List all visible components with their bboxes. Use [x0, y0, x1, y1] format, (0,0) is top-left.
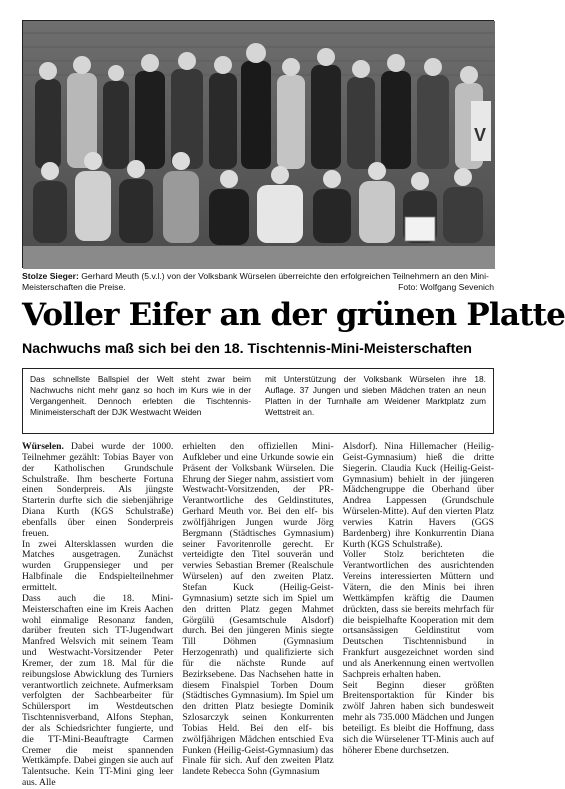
article-paragraph: Seit Beginn dieser größten Breitensportaktion für Kinder bis zwölf Jahren haben sich bundesweit mehr als 735.000 Mädchen und Jungen beteiligt. Es bleibt die Hoffnung, dass sich die Würselener TT-Minis auch auf höherer Ebene durchsetzen. — [342, 679, 494, 756]
teaser-right: mit Unterstützung der Volksbank Würselen ihre 18. Auflage. 37 Jungen und sieben Mädchen traten an neun Platten in der Turnhalle am Weidener Marktplatz zum Wettstreit an. — [265, 374, 486, 418]
article-column-3 — [343, 442, 494, 772]
teaser-left: Das schnellste Ballspiel der Welt steht zwar beim Nachwuchs nicht mehr ganz so hoch im Kurs wie in der Vergangenheit. Dennoch erlebten die Tischtennis-Minimeisterschaft der DJK Westwacht Weiden — [30, 374, 251, 418]
headline: Voller Eifer an der grünen Platte — [22, 297, 565, 333]
article-body — [22, 441, 494, 789]
article-column-2 — [182, 441, 334, 778]
article-paragraph: In zwei Altersklassen wurden die Matches ausgetragen. Zunächst wurden Gruppensieger und per Halbfinale die Endspielteilnehmer ermittelt. — [22, 538, 174, 593]
board-letter: V — [474, 125, 487, 145]
dateline: Würselen. — [22, 441, 64, 452]
article-paragraph: Dass auch die 18. Mini-Meisterschaften eine im Kreis Aachen wohl einmalige Resonanz fanden, darüber freuten sich TT-Jugendwart Manfred Welsvich mit seinem Team und Westwacht-Vorsitzender Peter Kremer, der zum 18. Mal für die reibungslose Abwicklung des Turniers verantwortlich zeichnete. Aufmerksam verfolgten der Sachbearbeiter für Schülersport im Westdeutschen Tischtennisverband, Alfons Stephan, der als Schiedsrichter fungierte, und die TT-Mini-Beauftragte Carmen Cremer die meist spannenden Wettkämpfe. Dabei gingen sie auch auf Talentsuche. Kein TT-Mini ging leer aus. Alle — [22, 592, 174, 789]
group-photo — [22, 20, 494, 268]
photo-credit: Foto: Wolfgang Sevenich — [398, 282, 494, 292]
article-paragraph: Voller Stolz berichteten die Verantwortlichen des ausrichtenden Vereins interessierten Müttern und Vätern, die den Minis bei ihren Wettkämpfen kräftig die Daumen drückten, dass sie bereits mehrfach für die beispielhafte Kooperation mit dem ortsansässigen Geldinstitut vom Deutschen Tischtennisbund in Frankfurt ausgezeichnet worden sind und als Anerkennung einen wertvollen Sachpreis erhalten haben. — [342, 549, 494, 680]
paragraph-text: Dabei wurde der 1000. Teilnehmer gezählt: Tobias Bayer von der Katholischen Grundschule Schulstraße. Ihm bescherte Fortuna einen Sonderpreis. Als jüngste Starterin durfte sich die siebenjährige Diana Kurth (KGS Schulstraße) ebenfalls über einen Sonderpreis freuen. — [22, 441, 174, 539]
article-column-1 — [22, 441, 174, 789]
article-paragraph: Alsdorf). Nina Hillemacher (Heilig-Geist-Gymnasium) hieß die dritte Siegerin. Claudia Kuck (Heilig-Geist-Gymnasium) behielt in der jüngeren Mädchengruppe die Oberhand über Andrea Lappessen (Grundschule Würselen-Mitte). Auf den vierten Platz verwies Katrin Havers (GGS Bardenberg) ihre Konkurrentin Diana Kurth (KGS Schulstraße). — [342, 441, 494, 550]
photo-caption — [22, 271, 494, 293]
teaser-box — [22, 368, 494, 434]
article-paragraph — [22, 442, 173, 540]
subheadline: Nachwuchs maß sich bei den 18. Tischtennis-Mini-Meisterschaften — [22, 341, 472, 357]
caption-lead: Stolze Sieger: — [22, 271, 79, 281]
group-photo-image — [23, 21, 495, 269]
caption-text: Gerhard Meuth (5.v.l.) von der Volksbank Würselen überreichte den erfolgreichen Teilnehmern an den Mini-Meisterschaften die Preise. — [22, 271, 489, 292]
article-paragraph: erhielten den offiziellen Mini-Aufkleber und eine Urkunde sowie ein Präsent der Volksbank Würselen. Die Ehrung der Sieger nahm, assistiert vom Westwacht-Vorsitzenden, der PR-Verantwortliche des Geldinstitutes, Gerhard Meuth vor. Bei den elf- bis zwölfjährigen Jungen wurde Jörg Bergmann (Städtisches Gymnasium) seiner Favoritenrolle gerecht. Er verteidigte den Titel souverän und verwies Sebastian Bremer (Realschule Würselen) auf den zweiten Platz. Stefan Kuck (Heilig-Geist-Gymnasium) setzte sich im Spiel um den dritten Platz gegen Mahmet Görgülü (Gesamtschule Alsdorf) durch. Bei den jüngeren Minis siegte Till Döhmen (Gymnasium Herzogenrath) und qualifizierte sich für die nächste Runde auf Bezirksebene. Das Nachsehen hatte in diesem Finalspiel Torben Doum (Städtisches Gymnasium). Im Spiel um den dritten Platz besiegte Dominik Szlosarczyk seinen Konkurrenten Tobias Held. Bei den elf- bis zwölfjährigen Mädchen entschied Eva Funken (Heilig-Geist-Gymnasium) das Finale für sich. Auf den zweiten Platz landete Rebecca Sohn (Gymnasium — [182, 441, 334, 778]
